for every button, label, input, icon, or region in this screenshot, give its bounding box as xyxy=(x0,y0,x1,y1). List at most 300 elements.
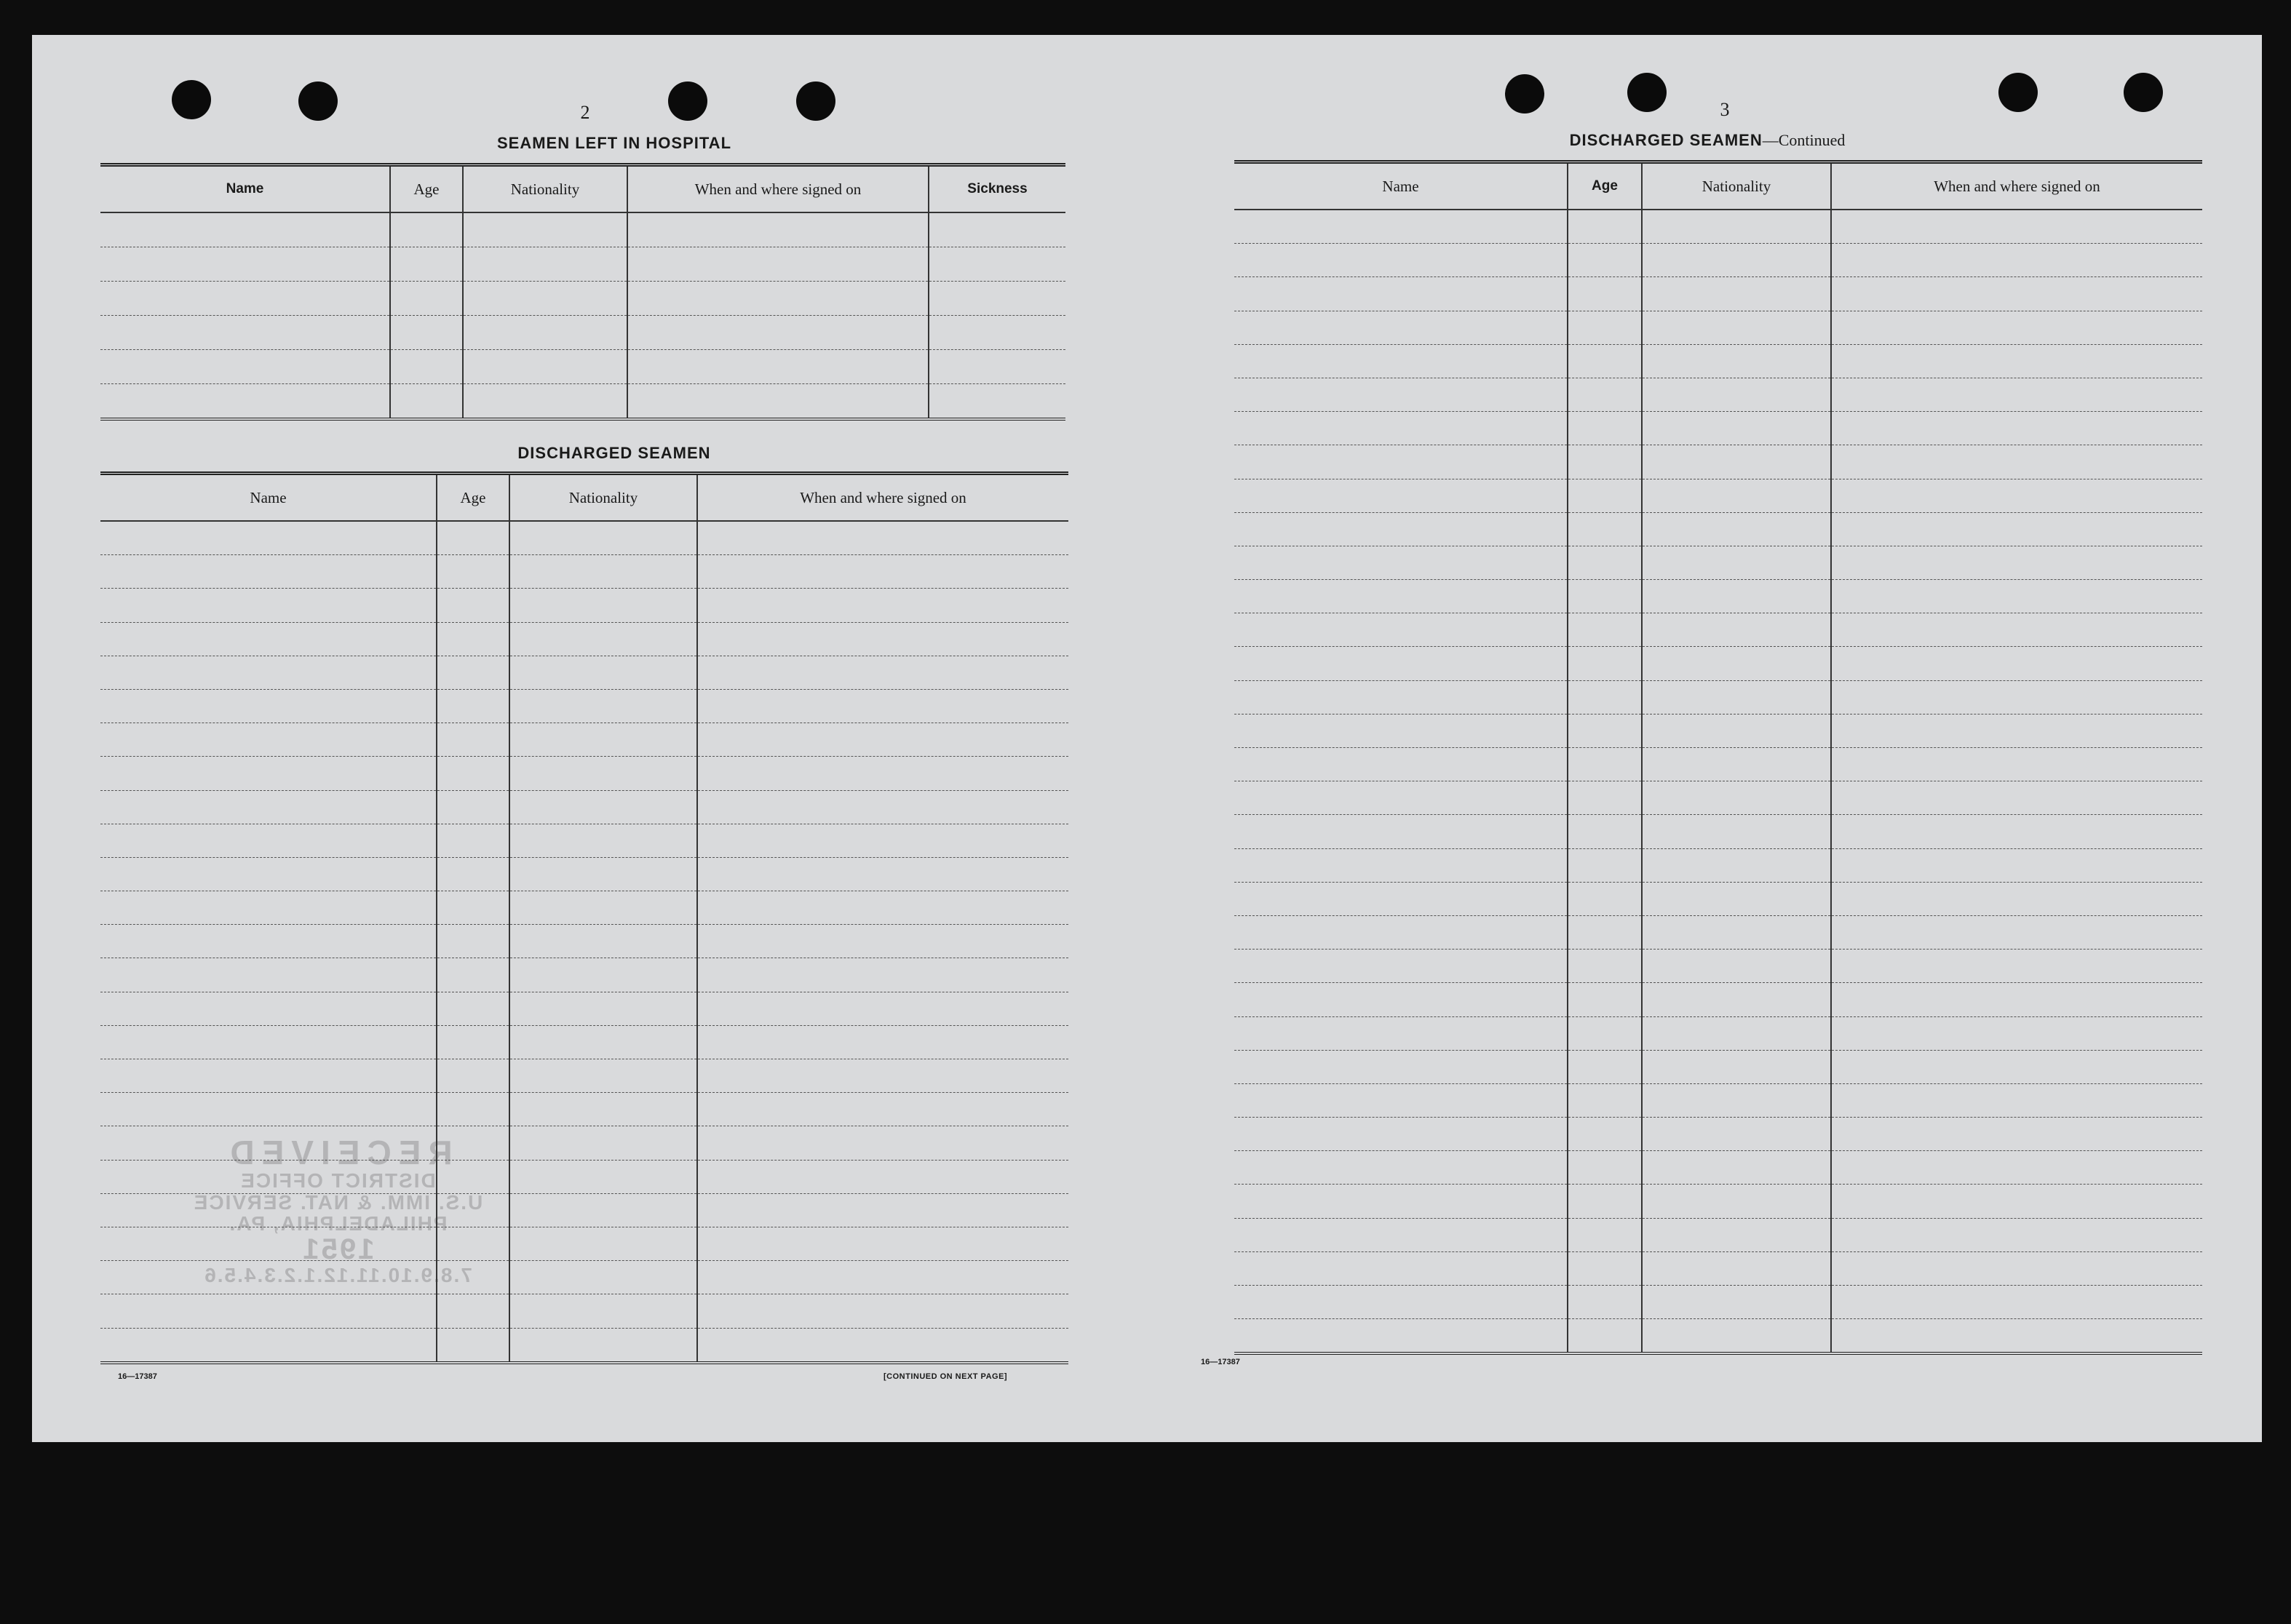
blank-cell xyxy=(390,316,463,350)
blank-cell xyxy=(1568,244,1642,277)
blank-cell xyxy=(1642,580,1831,613)
punch-hole-icon xyxy=(796,81,835,121)
blank-cell xyxy=(509,1261,697,1294)
blank-cell xyxy=(1642,277,1831,311)
blank-cell xyxy=(1234,1016,1568,1050)
blank-cell xyxy=(697,1160,1068,1193)
blank-cell xyxy=(100,282,390,316)
blank-cell xyxy=(929,282,1065,316)
table-row xyxy=(1234,1151,2202,1185)
blank-cell xyxy=(1234,781,1568,815)
table-row xyxy=(100,316,1065,350)
blank-cell xyxy=(1642,512,1831,546)
blank-cell xyxy=(1642,1251,1831,1285)
blank-cell xyxy=(1568,445,1642,479)
blank-cell xyxy=(1831,277,2202,311)
right-page xyxy=(1147,35,2262,1442)
blank-cell xyxy=(463,212,627,247)
blank-cell xyxy=(1831,1185,2202,1218)
blank-cell xyxy=(437,622,509,656)
blank-cell xyxy=(1234,311,1568,344)
table-row xyxy=(1234,311,2202,344)
blank-cell xyxy=(929,212,1065,247)
blank-cell xyxy=(100,1093,437,1126)
blank-cell xyxy=(1831,781,2202,815)
blank-cell xyxy=(697,589,1068,622)
blank-cell xyxy=(437,521,509,555)
table-row xyxy=(100,723,1068,757)
blank-cell xyxy=(929,350,1065,384)
table-row xyxy=(1234,479,2202,512)
blank-cell xyxy=(697,622,1068,656)
blank-cell xyxy=(1831,344,2202,378)
blank-cell xyxy=(1642,378,1831,411)
blank-cell xyxy=(697,723,1068,757)
blank-cell xyxy=(1234,714,1568,747)
punch-hole-icon xyxy=(298,81,338,121)
blank-cell xyxy=(1642,714,1831,747)
blank-cell xyxy=(1642,1050,1831,1083)
table-row xyxy=(1234,950,2202,983)
blank-cell xyxy=(1568,680,1642,714)
blank-cell xyxy=(1642,244,1831,277)
blank-cell xyxy=(1831,580,2202,613)
blank-cell xyxy=(437,689,509,723)
blank-cell xyxy=(463,316,627,350)
column-header-age: Age xyxy=(437,474,509,522)
blank-cell xyxy=(1642,647,1831,680)
blank-cell xyxy=(1831,378,2202,411)
blank-cell xyxy=(1831,412,2202,445)
blank-cell xyxy=(1642,915,1831,949)
table-row xyxy=(100,790,1068,824)
column-header-age: Age xyxy=(390,165,463,213)
table-row xyxy=(100,589,1068,622)
blank-cell xyxy=(437,992,509,1025)
blank-cell xyxy=(1642,815,1831,848)
blank-cell xyxy=(627,316,929,350)
table-row xyxy=(1234,344,2202,378)
table-row xyxy=(1234,680,2202,714)
blank-cell xyxy=(697,1227,1068,1260)
table-row xyxy=(1234,580,2202,613)
blank-cell xyxy=(437,1025,509,1059)
column-header-name: Name xyxy=(1234,162,1568,210)
blank-cell xyxy=(1642,546,1831,579)
blank-cell xyxy=(1831,1218,2202,1251)
blank-cell xyxy=(509,1294,697,1328)
blank-cell xyxy=(1831,915,2202,949)
blank-cell xyxy=(509,857,697,891)
blank-cell xyxy=(437,1059,509,1093)
blank-cell xyxy=(1234,613,1568,647)
blank-cell xyxy=(1234,512,1568,546)
blank-cell xyxy=(1234,647,1568,680)
blank-cell xyxy=(1568,1083,1642,1117)
blank-cell xyxy=(100,555,437,589)
blank-cell xyxy=(1568,1151,1642,1185)
blank-cell xyxy=(697,521,1068,555)
blank-cell xyxy=(697,1193,1068,1227)
blank-cell xyxy=(100,316,390,350)
blank-cell xyxy=(1642,210,1831,244)
blank-cell xyxy=(697,1093,1068,1126)
punch-hole-icon xyxy=(1627,73,1667,112)
blank-cell xyxy=(1234,1185,1568,1218)
blank-cell xyxy=(627,247,929,282)
blank-cell xyxy=(697,1025,1068,1059)
blank-cell xyxy=(100,689,437,723)
blank-cell xyxy=(1234,1286,1568,1319)
blank-cell xyxy=(1568,781,1642,815)
blank-cell xyxy=(627,212,929,247)
blank-cell xyxy=(509,656,697,689)
blank-cell xyxy=(1642,781,1831,815)
table-row xyxy=(100,757,1068,790)
table-row xyxy=(1234,748,2202,781)
blank-cell xyxy=(509,1059,697,1093)
blank-cell xyxy=(509,1328,697,1363)
blank-cell xyxy=(437,723,509,757)
blank-cell xyxy=(1831,210,2202,244)
table-row xyxy=(100,824,1068,857)
table-row xyxy=(1234,277,2202,311)
blank-cell xyxy=(1642,1218,1831,1251)
blank-cell xyxy=(929,316,1065,350)
blank-cell xyxy=(100,622,437,656)
blank-cell xyxy=(697,656,1068,689)
discharged-section-title: DISCHARGED SEAMEN xyxy=(517,444,711,462)
blank-cell xyxy=(627,282,929,316)
blank-cell xyxy=(1568,311,1642,344)
table-row xyxy=(100,656,1068,689)
page-number: 3 xyxy=(1720,99,1730,120)
blank-cell xyxy=(1568,1185,1642,1218)
blank-cell xyxy=(1831,512,2202,546)
blank-cell xyxy=(509,1126,697,1160)
blank-cell xyxy=(1234,344,1568,378)
table-row xyxy=(100,1059,1068,1093)
stamp-line: DISTRICT OFFICE xyxy=(239,1169,436,1193)
blank-cell xyxy=(1234,445,1568,479)
blank-cell xyxy=(929,384,1065,420)
stamp-line: U.S. IMM. & NAT. SERVICE xyxy=(192,1190,483,1214)
blank-cell xyxy=(1568,1251,1642,1285)
blank-cell xyxy=(697,891,1068,925)
blank-cell xyxy=(1831,613,2202,647)
blank-cell xyxy=(697,925,1068,958)
blank-cell xyxy=(1234,210,1568,244)
blank-cell xyxy=(390,384,463,420)
blank-cell xyxy=(509,1193,697,1227)
blank-cell xyxy=(437,555,509,589)
blank-cell xyxy=(437,857,509,891)
blank-cell xyxy=(1831,1050,2202,1083)
blank-cell xyxy=(1568,580,1642,613)
blank-cell xyxy=(437,790,509,824)
blank-cell xyxy=(1234,1050,1568,1083)
blank-cell xyxy=(1234,748,1568,781)
blank-cell xyxy=(697,857,1068,891)
blank-cell xyxy=(1234,412,1568,445)
blank-cell xyxy=(1234,1251,1568,1285)
blank-cell xyxy=(463,282,627,316)
blank-cell xyxy=(1831,983,2202,1016)
discharged-continued-table xyxy=(1234,160,2202,1355)
column-header-sickness: Sickness xyxy=(929,165,1065,213)
blank-cell xyxy=(509,824,697,857)
blank-cell xyxy=(100,925,437,958)
blank-cell xyxy=(1568,1218,1642,1251)
column-header-signed-on: When and where signed on xyxy=(1831,162,2202,210)
blank-cell xyxy=(1831,1319,2202,1354)
blank-cell xyxy=(697,824,1068,857)
blank-cell xyxy=(1831,748,2202,781)
stamp-line: RECEIVED xyxy=(223,1134,453,1171)
blank-cell xyxy=(463,247,627,282)
blank-cell xyxy=(697,689,1068,723)
table-row xyxy=(1234,915,2202,949)
blank-cell xyxy=(1234,1151,1568,1185)
hospital-table xyxy=(100,163,1065,421)
column-header-signed-on: When and where signed on xyxy=(627,165,929,213)
blank-cell xyxy=(100,350,390,384)
blank-cell xyxy=(1568,344,1642,378)
blank-cell xyxy=(1642,412,1831,445)
blank-cell xyxy=(100,521,437,555)
punch-hole-icon xyxy=(1998,73,2038,112)
blank-cell xyxy=(1568,647,1642,680)
blank-cell xyxy=(100,958,437,992)
blank-cell xyxy=(390,212,463,247)
blank-cell xyxy=(1831,546,2202,579)
discharged-continued-rows xyxy=(1234,210,2202,1353)
blank-cell xyxy=(1568,546,1642,579)
table-row xyxy=(1234,210,2202,244)
blank-cell xyxy=(1234,848,1568,882)
blank-cell xyxy=(1234,277,1568,311)
blank-cell xyxy=(1568,1319,1642,1354)
table-row xyxy=(100,925,1068,958)
table-row xyxy=(1234,512,2202,546)
blank-cell xyxy=(627,350,929,384)
blank-cell xyxy=(1831,1151,2202,1185)
table-row xyxy=(1234,882,2202,915)
blank-cell xyxy=(100,589,437,622)
blank-cell xyxy=(437,1093,509,1126)
table-row xyxy=(1234,983,2202,1016)
blank-cell xyxy=(1234,882,1568,915)
column-header-nationality: Nationality xyxy=(463,165,627,213)
table-row xyxy=(100,521,1068,555)
blank-cell xyxy=(100,992,437,1025)
blank-cell xyxy=(1568,479,1642,512)
blank-cell xyxy=(1568,210,1642,244)
blank-cell xyxy=(1642,983,1831,1016)
table-row xyxy=(100,891,1068,925)
form-number: 16—17387 xyxy=(1201,1358,1240,1366)
blank-cell xyxy=(1234,580,1568,613)
table-row xyxy=(1234,781,2202,815)
blank-cell xyxy=(929,247,1065,282)
table-row xyxy=(1234,647,2202,680)
blank-cell xyxy=(1234,1319,1568,1354)
blank-cell xyxy=(100,384,390,420)
blank-cell xyxy=(1642,479,1831,512)
blank-cell xyxy=(509,723,697,757)
blank-cell xyxy=(697,790,1068,824)
blank-cell xyxy=(697,1126,1068,1160)
blank-cell xyxy=(1568,378,1642,411)
blank-cell xyxy=(509,1227,697,1260)
hospital-rows xyxy=(100,212,1065,419)
blank-cell xyxy=(437,925,509,958)
column-header-name: Name xyxy=(100,474,437,522)
blank-cell xyxy=(100,1059,437,1093)
blank-cell xyxy=(463,350,627,384)
blank-cell xyxy=(1234,378,1568,411)
section-title-text: DISCHARGED SEAMEN xyxy=(1569,131,1763,149)
table-row xyxy=(1234,714,2202,747)
blank-cell xyxy=(1642,748,1831,781)
table-row xyxy=(1234,378,2202,411)
blank-cell xyxy=(100,1025,437,1059)
left-page xyxy=(32,35,1147,1442)
blank-cell xyxy=(1642,950,1831,983)
blank-cell xyxy=(100,891,437,925)
blank-cell xyxy=(509,790,697,824)
blank-cell xyxy=(509,992,697,1025)
blank-cell xyxy=(1234,983,1568,1016)
table-row xyxy=(100,622,1068,656)
blank-cell xyxy=(1831,815,2202,848)
page-number: 2 xyxy=(580,102,590,123)
column-header-name: Name xyxy=(100,165,390,213)
blank-cell xyxy=(390,350,463,384)
blank-cell xyxy=(390,282,463,316)
blank-cell xyxy=(1831,479,2202,512)
blank-cell xyxy=(100,247,390,282)
blank-cell xyxy=(1831,1016,2202,1050)
table-row xyxy=(1234,1319,2202,1354)
blank-cell xyxy=(1642,680,1831,714)
blank-cell xyxy=(1831,1286,2202,1319)
blank-cell xyxy=(1831,848,2202,882)
blank-cell xyxy=(1234,1083,1568,1117)
table-row xyxy=(100,555,1068,589)
blank-cell xyxy=(1642,1083,1831,1117)
punch-hole-icon xyxy=(1505,74,1544,114)
blank-cell xyxy=(1234,1218,1568,1251)
blank-cell xyxy=(1642,1118,1831,1151)
blank-cell xyxy=(509,1160,697,1193)
blank-cell xyxy=(1568,748,1642,781)
blank-cell xyxy=(1642,445,1831,479)
table-row xyxy=(100,958,1068,992)
blank-cell xyxy=(1831,1251,2202,1285)
discharged-continued-title xyxy=(1234,131,2180,150)
blank-cell xyxy=(437,589,509,622)
blank-cell xyxy=(1642,848,1831,882)
blank-cell xyxy=(1234,950,1568,983)
form-number: 16—17387 xyxy=(118,1372,157,1381)
blank-cell xyxy=(1642,882,1831,915)
blank-cell xyxy=(437,656,509,689)
blank-cell xyxy=(697,555,1068,589)
blank-cell xyxy=(509,891,697,925)
table-row xyxy=(100,1025,1068,1059)
table-row xyxy=(100,1093,1068,1126)
blank-cell xyxy=(437,958,509,992)
blank-cell xyxy=(1568,983,1642,1016)
blank-cell xyxy=(1831,882,2202,915)
table-row xyxy=(1234,1218,2202,1251)
section-title-suffix: —Continued xyxy=(1762,131,1846,149)
blank-cell xyxy=(1831,950,2202,983)
stamp-date: 1951 xyxy=(301,1233,375,1266)
blank-cell xyxy=(100,212,390,247)
blank-cell xyxy=(1568,512,1642,546)
blank-cell xyxy=(697,1261,1068,1294)
blank-cell xyxy=(697,958,1068,992)
blank-cell xyxy=(509,689,697,723)
table-row xyxy=(100,350,1065,384)
column-header-nationality: Nationality xyxy=(509,474,697,522)
blank-cell xyxy=(1642,1319,1831,1354)
table-row xyxy=(1234,1050,2202,1083)
received-stamp xyxy=(185,1135,491,1382)
blank-cell xyxy=(697,757,1068,790)
blank-cell xyxy=(1831,244,2202,277)
blank-cell xyxy=(509,1025,697,1059)
blank-cell xyxy=(1642,613,1831,647)
blank-cell xyxy=(509,521,697,555)
blank-cell xyxy=(1234,546,1568,579)
blank-cell xyxy=(100,824,437,857)
blank-cell xyxy=(390,247,463,282)
blank-cell xyxy=(1234,915,1568,949)
blank-cell xyxy=(1568,1050,1642,1083)
blank-cell xyxy=(437,757,509,790)
blank-cell xyxy=(1568,714,1642,747)
blank-cell xyxy=(509,555,697,589)
blank-cell xyxy=(1642,1016,1831,1050)
blank-cell xyxy=(1831,714,2202,747)
table-row xyxy=(100,689,1068,723)
table-row xyxy=(1234,1251,2202,1285)
table-row xyxy=(100,992,1068,1025)
blank-cell xyxy=(1568,950,1642,983)
blank-cell xyxy=(437,891,509,925)
table-row xyxy=(100,212,1065,247)
blank-cell xyxy=(100,723,437,757)
blank-cell xyxy=(1568,412,1642,445)
hospital-section-title: SEAMEN LEFT IN HOSPITAL xyxy=(496,134,732,152)
blank-cell xyxy=(1568,1016,1642,1050)
punch-hole-icon xyxy=(2124,73,2163,112)
blank-cell xyxy=(1831,311,2202,344)
column-header-nationality: Nationality xyxy=(1642,162,1831,210)
table-row xyxy=(1234,1118,2202,1151)
blank-cell xyxy=(1642,311,1831,344)
blank-cell xyxy=(1568,848,1642,882)
blank-cell xyxy=(1568,613,1642,647)
table-row xyxy=(100,384,1065,420)
blank-cell xyxy=(697,1059,1068,1093)
blank-cell xyxy=(1568,815,1642,848)
table-row xyxy=(1234,1016,2202,1050)
punch-hole-icon xyxy=(172,80,211,119)
